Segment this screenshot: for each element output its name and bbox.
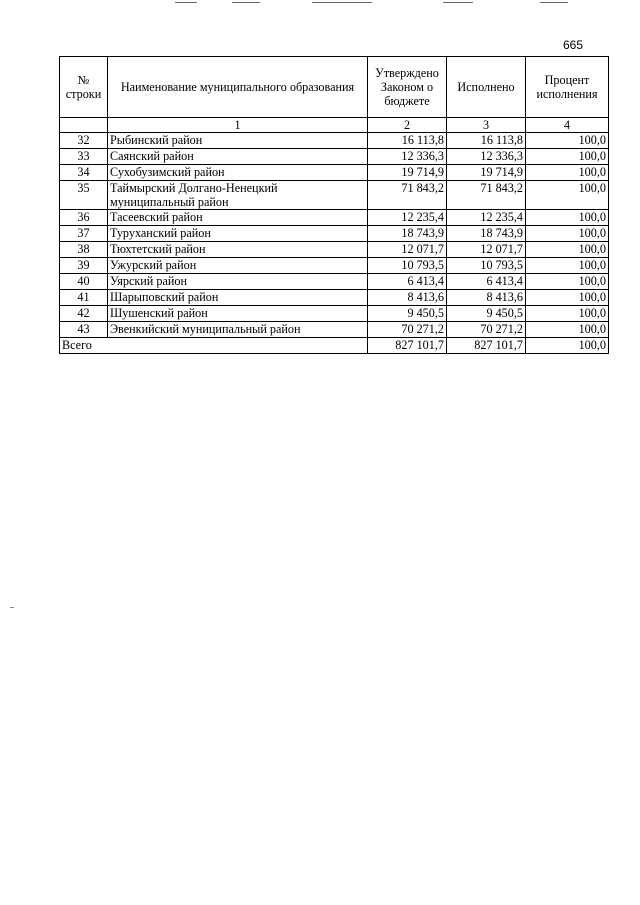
executed-amount: 9 450,5 (447, 306, 526, 322)
column-number (60, 118, 108, 133)
municipality-name: Тюхтетский район (108, 242, 368, 258)
scan-artifact-mark (10, 607, 14, 608)
column-number-row (60, 118, 609, 133)
scan-artifact-line (443, 2, 473, 3)
execution-percent: 100,0 (526, 274, 609, 290)
approved-amount: 12 071,7 (368, 242, 447, 258)
execution-percent: 100,0 (526, 290, 609, 306)
approved-amount: 6 413,4 (368, 274, 447, 290)
table-row (60, 133, 609, 149)
scan-artifact-line (312, 2, 372, 3)
approved-amount: 70 271,2 (368, 322, 447, 338)
row-number: 41 (60, 290, 108, 306)
executed-amount: 6 413,4 (447, 274, 526, 290)
executed-amount: 18 743,9 (447, 226, 526, 242)
executed-amount: 12 336,3 (447, 149, 526, 165)
scan-artifact-line (540, 2, 568, 3)
row-number: 40 (60, 274, 108, 290)
row-number: 35 (60, 181, 108, 210)
table-row (60, 258, 609, 274)
municipality-name: Шушенский район (108, 306, 368, 322)
table-row (60, 306, 609, 322)
column-number: 3 (447, 118, 526, 133)
row-number: 42 (60, 306, 108, 322)
column-number: 1 (108, 118, 368, 133)
header-percent: Процент исполнения (526, 57, 609, 118)
approved-amount: 19 714,9 (368, 165, 447, 181)
budget-execution-table (59, 56, 609, 354)
execution-percent: 100,0 (526, 210, 609, 226)
table-header-row (60, 57, 609, 118)
municipality-name: Саянский район (108, 149, 368, 165)
municipality-name: Эвенкийский муниципальный район (108, 322, 368, 338)
executed-amount: 10 793,5 (447, 258, 526, 274)
municipality-name: Таймырский Долгано-Ненецкий муниципальный район (108, 181, 368, 210)
header-approved: Утверждено Законом о бюджете (368, 57, 447, 118)
row-number: 34 (60, 165, 108, 181)
approved-amount: 8 413,6 (368, 290, 447, 306)
executed-amount: 8 413,6 (447, 290, 526, 306)
table-row (60, 290, 609, 306)
table-row (60, 226, 609, 242)
execution-percent: 100,0 (526, 165, 609, 181)
total-label: Всего (60, 338, 368, 354)
total-percent: 100,0 (526, 338, 609, 354)
total-approved: 827 101,7 (368, 338, 447, 354)
execution-percent: 100,0 (526, 226, 609, 242)
row-number: 39 (60, 258, 108, 274)
row-number: 33 (60, 149, 108, 165)
execution-percent: 100,0 (526, 306, 609, 322)
table-row (60, 242, 609, 258)
municipality-name: Уярский район (108, 274, 368, 290)
table-row (60, 181, 609, 210)
column-number: 2 (368, 118, 447, 133)
executed-amount: 70 271,2 (447, 322, 526, 338)
header-municipality-name: Наименование муниципального образования (108, 57, 368, 118)
executed-amount: 71 843,2 (447, 181, 526, 210)
table-total-row (60, 338, 609, 354)
approved-amount: 12 235,4 (368, 210, 447, 226)
execution-percent: 100,0 (526, 242, 609, 258)
execution-percent: 100,0 (526, 133, 609, 149)
execution-percent: 100,0 (526, 149, 609, 165)
execution-percent: 100,0 (526, 258, 609, 274)
municipality-name: Рыбинский район (108, 133, 368, 149)
page-number: 665 (563, 38, 584, 52)
table-row (60, 322, 609, 338)
row-number: 36 (60, 210, 108, 226)
table-row (60, 274, 609, 290)
total-executed: 827 101,7 (447, 338, 526, 354)
execution-percent: 100,0 (526, 322, 609, 338)
approved-amount: 12 336,3 (368, 149, 447, 165)
table-row (60, 210, 609, 226)
row-number: 32 (60, 133, 108, 149)
approved-amount: 18 743,9 (368, 226, 447, 242)
row-number: 37 (60, 226, 108, 242)
approved-amount: 71 843,2 (368, 181, 447, 210)
executed-amount: 12 071,7 (447, 242, 526, 258)
row-number: 38 (60, 242, 108, 258)
scan-artifact-line (232, 2, 260, 3)
table-row (60, 149, 609, 165)
scan-artifact-line (175, 2, 197, 3)
executed-amount: 12 235,4 (447, 210, 526, 226)
municipality-name: Туруханский район (108, 226, 368, 242)
approved-amount: 10 793,5 (368, 258, 447, 274)
municipality-name: Тасеевский район (108, 210, 368, 226)
column-number: 4 (526, 118, 609, 133)
approved-amount: 16 113,8 (368, 133, 447, 149)
municipality-name: Сухобузимский район (108, 165, 368, 181)
municipality-name: Шарыповский район (108, 290, 368, 306)
header-row-number: № строки (60, 57, 108, 118)
row-number: 43 (60, 322, 108, 338)
executed-amount: 16 113,8 (447, 133, 526, 149)
execution-percent: 100,0 (526, 181, 609, 210)
table-row (60, 165, 609, 181)
approved-amount: 9 450,5 (368, 306, 447, 322)
header-executed: Исполнено (447, 57, 526, 118)
executed-amount: 19 714,9 (447, 165, 526, 181)
municipality-name: Ужурский район (108, 258, 368, 274)
